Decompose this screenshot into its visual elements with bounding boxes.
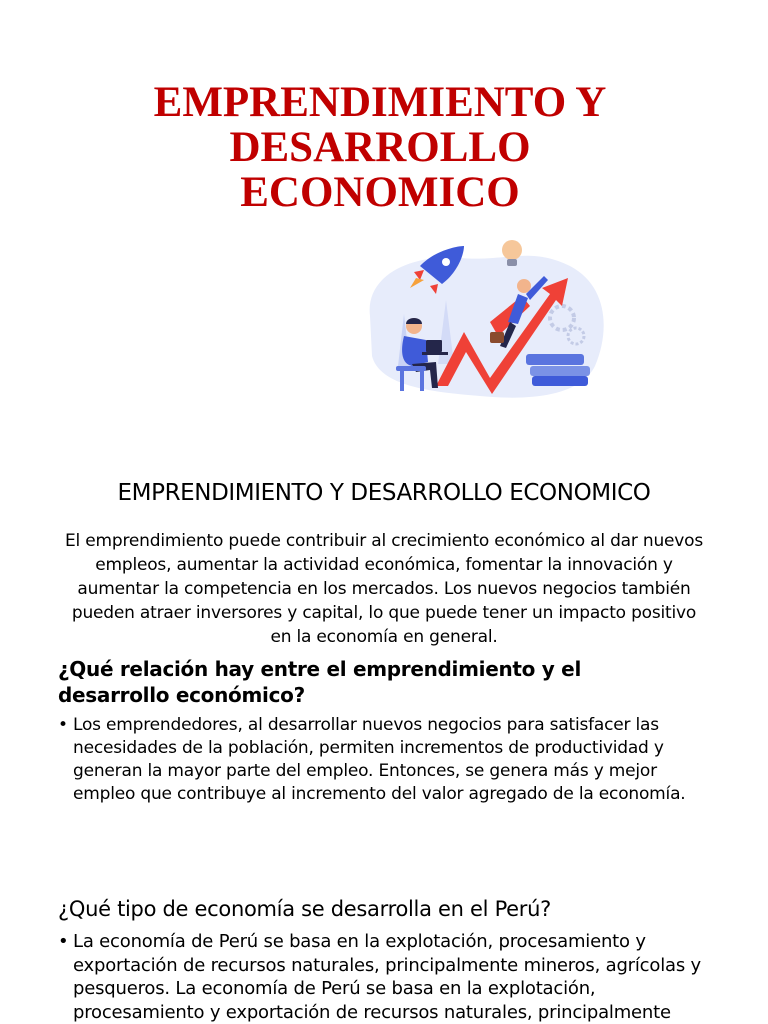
book-icon bbox=[530, 366, 590, 376]
bullet-list bbox=[58, 930, 718, 1024]
bullet-item: • Los emprendedores, al desarrollar nuevos negocios para satisfacer las necesidades de la población, permiten incrementos de productividad y generan la mayor parte del empleo. Entonces, se genera más y mejor empleo que contribuye al incremento del valor agregado de la economía. bbox=[58, 714, 718, 806]
main-title-line: DESARROLLO bbox=[229, 124, 531, 171]
bullet-item: • La economía de Perú se basa en la explotación, procesamiento y exportación de recursos naturales, principalmente mineros, agrícolas y pesqueros. La economía de Perú se basa en la explotación, procesamiento y exportación de recursos naturales, principalmente bbox=[58, 930, 718, 1024]
question-heading: ¿Qué tipo de economía se desarrolla en el Perú? bbox=[58, 897, 551, 921]
entrepreneur-growth-illustration bbox=[340, 236, 616, 406]
book-icon bbox=[526, 354, 584, 365]
section-heading: EMPRENDIMIENTO Y DESARROLLO ECONOMICO bbox=[117, 480, 651, 506]
book-icon bbox=[532, 376, 588, 386]
main-title-line: EMPRENDIMIENTO Y bbox=[153, 79, 607, 126]
main-title-line: ECONOMICO bbox=[240, 169, 520, 216]
bullet-list bbox=[58, 714, 718, 806]
main-title bbox=[130, 80, 630, 215]
question-heading: ¿Qué relación hay entre el emprendimiento y el desarrollo económico? bbox=[58, 657, 581, 707]
intro-paragraph: El emprendimiento puede contribuir al crecimiento económico al dar nuevos empleos, aumentar la actividad económica, fomentar la innovación y aumentar la competencia en los mercados. Los nuevos negocios también pueden atraer inversores y capital, lo que puede tener un impacto positivo en la economía en general. bbox=[65, 531, 703, 647]
